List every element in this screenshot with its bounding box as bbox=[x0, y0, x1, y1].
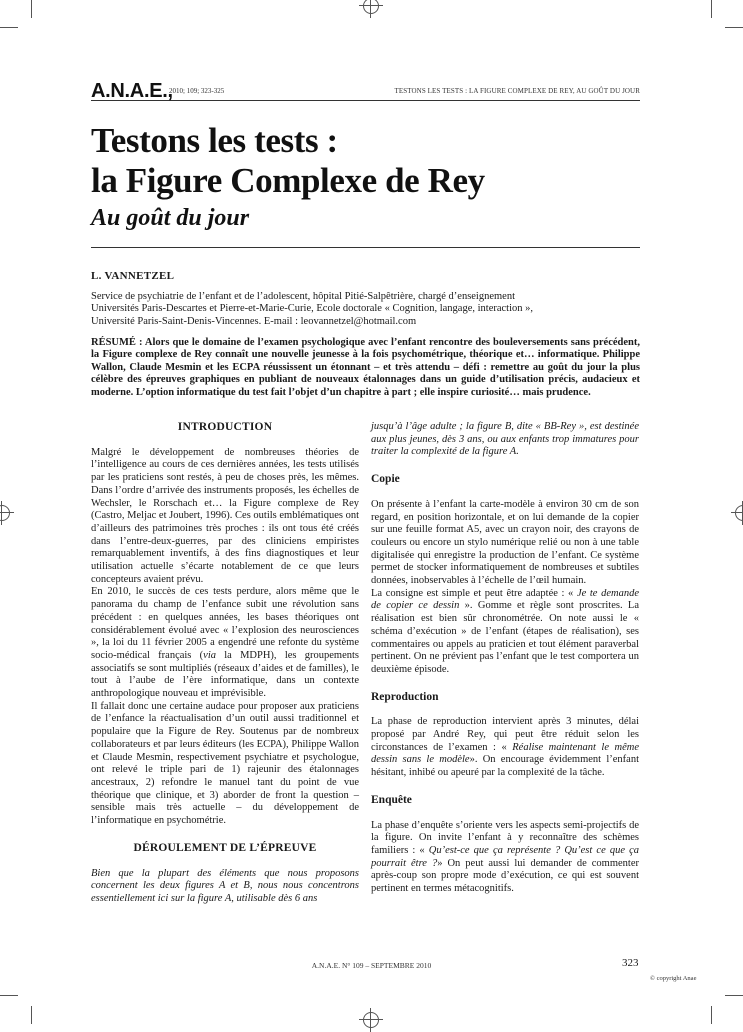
crop-mark-bottom-right-h bbox=[725, 995, 743, 996]
paragraph bbox=[371, 588, 639, 677]
paragraph-italic: jusqu’à l’âge adulte ; la figure B, dite « BB-Rey », est destinée aux plus jeunes, dès 3 ans, ou aux enfants trop immatures pour traiter la complexité de la figure A. bbox=[371, 421, 639, 458]
journal-name: A.N.A.E., bbox=[91, 80, 173, 102]
article-subtitle: Au goût du jour bbox=[91, 205, 250, 231]
paragraph bbox=[371, 820, 639, 896]
footer-issue: A.N.A.E. N° 109 – SEPTEMBRE 2010 bbox=[311, 961, 432, 970]
paragraph: Malgré le développement de nombreuses théories de l’intelligence au cours de ces dernières années, les tests utilisés par les praticiens sont restés, à peu de choses près, les mêmes. Dans l’ordre d’arrivée des instruments proposés, les échelles de Wechsler, le Rorschach et… la Figure complexe de Rey (Castro, Meljac et Joubert, 1996). Ces outils emblématiques ont d’ailleurs des patrimoines très proches : ils ont tous été créés dans l’entre-deux-guerres, par des cliniciens empiristes remarquablement inventifs, à des fins diagnostiques et leur utilisation actuelle s’écarte notablement de ce que leurs concepteurs avaient prévu. bbox=[91, 446, 359, 585]
affiliation-line: Université Paris-Saint-Denis-Vincennes. E-mail : leovannetzel@hotmail.com bbox=[91, 315, 417, 327]
paragraph bbox=[91, 586, 359, 700]
journal-reference: 2010; 109; 323-325 bbox=[169, 87, 225, 95]
registration-mark-top bbox=[363, 0, 379, 14]
paragraph bbox=[371, 716, 639, 780]
affiliation-line: Universités Paris-Descartes et Pierre-et-Marie-Curie, Ecole doctorale « Cognition, langage, interaction », bbox=[91, 303, 534, 315]
article-title-line-1: Testons les tests : bbox=[91, 121, 338, 160]
text-run: La phase d’enquête s’oriente vers les aspects semi-projectifs de la figure. On invite l’enfant à y reconnaître des schèmes familiers : « bbox=[371, 819, 639, 856]
section-heading-enquete: Enquête bbox=[371, 793, 412, 806]
italic-text: via bbox=[203, 649, 216, 661]
crop-mark-bottom-left-h bbox=[0, 995, 18, 996]
text-run: la MDPH), les groupements associatifs se sont multipliés (réseaux d’aides et de familles), le tout à l’aube de l’ère informatique, dans un contexte anthropologique nouveau et imprévisible. bbox=[91, 649, 359, 700]
text-run: ». Gomme et règle sont proscrites. La réalisation est bien sûr chronométrée. On note aussi le « schéma d’exécution » de l’enfant (étapes de réalisation), ses commentaires ou appels au praticien et tout élément paraverbal pertinent. On ne prévient pas l’enfant que le test comportera un deuxième épisode. bbox=[371, 600, 639, 675]
running-title: TESTONS LES TESTS : LA FIGURE COMPLEXE DE REY, AU GOÛT DU JOUR bbox=[394, 87, 640, 95]
italic-quote: Réalise maintenant le même dessin sans le modèle bbox=[371, 741, 639, 766]
crop-mark-top-right-h bbox=[725, 27, 743, 28]
section-heading-reproduction: Reproduction bbox=[371, 690, 439, 703]
crop-mark-top-left-h bbox=[0, 27, 18, 28]
crop-mark-top-right-v bbox=[711, 0, 712, 18]
copyright-notice: © copyright Anae bbox=[650, 975, 697, 982]
italic-quote: Je te demande de copier ce dessin bbox=[371, 587, 639, 612]
affiliation-line: Service de psychiatrie de l’enfant et de l’adolescent, hôpital Pitié-Salpêtrière, chargé d’enseignement bbox=[91, 291, 516, 302]
registration-mark-bottom bbox=[363, 1012, 379, 1028]
text-run: En 2010, le succès de ces tests perdure, alors même que le panorama du champ de l’enfance subit une révolution sans précédent : en quelques années, les bases théoriques ont considérablement évolué avec « l’explosion des neurosciences », la loi du 11 février 2005 a engendré une refonte du système socio-médical français ( bbox=[91, 586, 359, 661]
crop-mark-bottom-right-v bbox=[711, 1006, 712, 1024]
article-title-line-2: la Figure Complexe de Rey bbox=[91, 161, 485, 200]
section-heading-introduction: INTRODUCTION bbox=[177, 421, 273, 433]
author-name: L. VANNETZEL bbox=[91, 270, 175, 282]
italic-quote: Qu’est-ce que ça représente ? Qu’est ce que ça pourrait être ? bbox=[371, 844, 639, 869]
abstract: RÉSUMÉ : Alors que le domaine de l’examen psychologique avec l’enfant rencontre des bouleversements sans précédent, la Figure complexe de Rey connaît une nouvelle jeunesse à la fois psychométrique, théorique et… informatique. Philippe Wallon, Claude Mesmin et les ECPA réussissent un étonnant – et très attendu – défi : remettre au goût du jour la plus célèbre des épreuves graphiques en publiant de nouveaux étalonnages dans un guide d’utilisation précis, audacieux et moderne. L’option informatique du test fait l’objet d’un chapitre à part ; elle inspire curiosité… mais prudence. bbox=[91, 337, 640, 398]
section-heading-copie: Copie bbox=[371, 473, 400, 486]
article-title bbox=[91, 121, 651, 201]
section-heading-deroulement: DÉROULEMENT DE L’ÉPREUVE bbox=[133, 841, 317, 854]
registration-mark-left bbox=[0, 505, 10, 521]
text-run: La phase de reproduction intervient après 3 minutes, délai proposé par André Rey, qui peut être réduit selon les circonstances de l’examen : « bbox=[371, 716, 639, 753]
paragraph: On présente à l’enfant la carte-modèle à environ 30 cm de son regard, en position horizontale, et on lui demande de la copier sur une feuille format A5, avec un crayon noir, des crayons de couleurs ou encore un stylo numérique relié ou non à une table digitalisée qui enregistre la production de l’enfant. Ce système permet de stocker informatiquement de nombreuses et subtiles données, inobservables à l’échelle de l’œil humain. bbox=[371, 498, 639, 587]
paragraph-italic: Bien que la plupart des éléments que nous proposons concernent les deux figures A et B, nous nous concentrons essentiellement ici sur la figure A, utilisable dès 6 ans bbox=[91, 867, 359, 904]
text-run: ». On encourage évidemment l’enfant hésitant, inhibé ou apeuré par la complexité de la tâche. bbox=[371, 754, 639, 779]
author-affiliation bbox=[91, 291, 640, 328]
right-column bbox=[371, 421, 639, 896]
title-divider bbox=[91, 247, 640, 248]
running-header bbox=[91, 80, 640, 101]
text-run: La consigne est simple et peut être adaptée : « bbox=[371, 587, 577, 599]
crop-mark-top-left-v bbox=[31, 0, 32, 18]
text-run: » On peut aussi lui demander de commenter après-coup son propre mode d’exécution, ce qui est souvent pertinent en termes métacognitifs. bbox=[371, 857, 639, 895]
crop-mark-bottom-left-v bbox=[31, 1006, 32, 1024]
registration-mark-right bbox=[735, 505, 743, 521]
left-column bbox=[91, 421, 359, 906]
page-number: 323 bbox=[622, 957, 639, 969]
paragraph: Il fallait donc une certaine audace pour proposer aux praticiens de l’enfance la réactualisation d’un outil aussi traditionnel et populaire que la Figure de Rey. Soutenus par de nombreux collaborateurs et par leurs éditeurs (les ECPA), Philippe Wallon et Claude Mesmin, respectivement psychiatre et psychologue, ont relevé le triple pari de 1) rajeunir des étalonnages ancestraux, 2) refondre le manuel tant du point de vue théorique que clinique, et 3) aborder de front la question – sensible mais très actuelle – du développement de l’informatique en psychométrie. bbox=[91, 700, 359, 827]
